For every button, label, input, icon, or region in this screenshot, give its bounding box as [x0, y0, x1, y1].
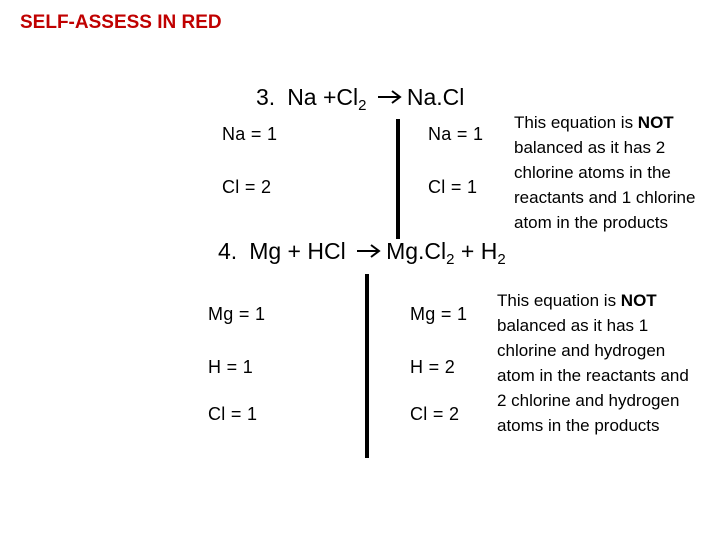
equation-3-note	[514, 110, 720, 235]
right-arrow-icon	[377, 84, 403, 111]
equation-3-reactant2-subscript: 2	[358, 97, 367, 114]
equation-4-right-count-mg: Mg = 1	[410, 304, 468, 324]
equation-4-product2: H	[480, 238, 498, 264]
equation-4-left-count-h: H = 1	[208, 357, 254, 377]
equation-4-product: Mg.Cl	[386, 238, 447, 264]
equation-4-right-count-cl: Cl = 2	[410, 404, 460, 424]
equation-3-plus: +	[322, 84, 337, 110]
equation-3-note-prefix: This equation is	[514, 113, 638, 132]
equation-4-right-count-h: H = 2	[410, 357, 456, 377]
equation-4-product2-subscript: 2	[497, 251, 506, 268]
equation-4-product-subscript: 2	[446, 251, 455, 268]
right-arrow-icon	[356, 238, 382, 265]
equation-4-left-count-mg: Mg = 1	[208, 304, 266, 324]
equation-3-left-count-cl: Cl = 2	[222, 177, 272, 197]
equation-3-right-count-cl: Cl = 1	[428, 177, 478, 197]
equation-3-divider	[396, 119, 400, 239]
equation-4-plus: +	[287, 238, 301, 264]
equation-3-left-count-na: Na = 1	[222, 124, 278, 144]
equation-4-left-count-cl: Cl = 1	[208, 404, 258, 424]
equation-3-reactant1: Na	[287, 84, 317, 110]
equation-3-product: Na.Cl	[406, 84, 465, 110]
page-header: SELF-ASSESS IN RED	[20, 12, 222, 33]
equation-3-note-emphasis: NOT	[637, 113, 674, 132]
equation-4-plus2: +	[460, 238, 475, 264]
equation-3-note-rest: balanced as it has 2 chlorine atoms in the reactants and 1 chlorine atom in the products	[514, 138, 696, 232]
equation-4	[218, 238, 506, 268]
equation-3-reactant2: Cl	[336, 84, 359, 110]
equation-3-right-count-na: Na = 1	[428, 124, 484, 144]
equation-4-note-rest: balanced as it has 1 chlorine and hydrogen atom in the reactants and 2 chlorine and hydrogen atoms in the products	[497, 316, 689, 435]
equation-4-divider	[365, 274, 369, 458]
equation-4-reactant2: HCl	[307, 238, 346, 264]
equation-4-note-emphasis: NOT	[620, 291, 657, 310]
equation-4-note-prefix: This equation is	[497, 291, 621, 310]
equation-4-note	[497, 288, 701, 438]
equation-3-number: 3.	[256, 84, 276, 110]
equation-4-reactant1: Mg	[249, 238, 282, 264]
equation-4-number: 4.	[218, 238, 238, 264]
equation-3	[256, 84, 465, 114]
